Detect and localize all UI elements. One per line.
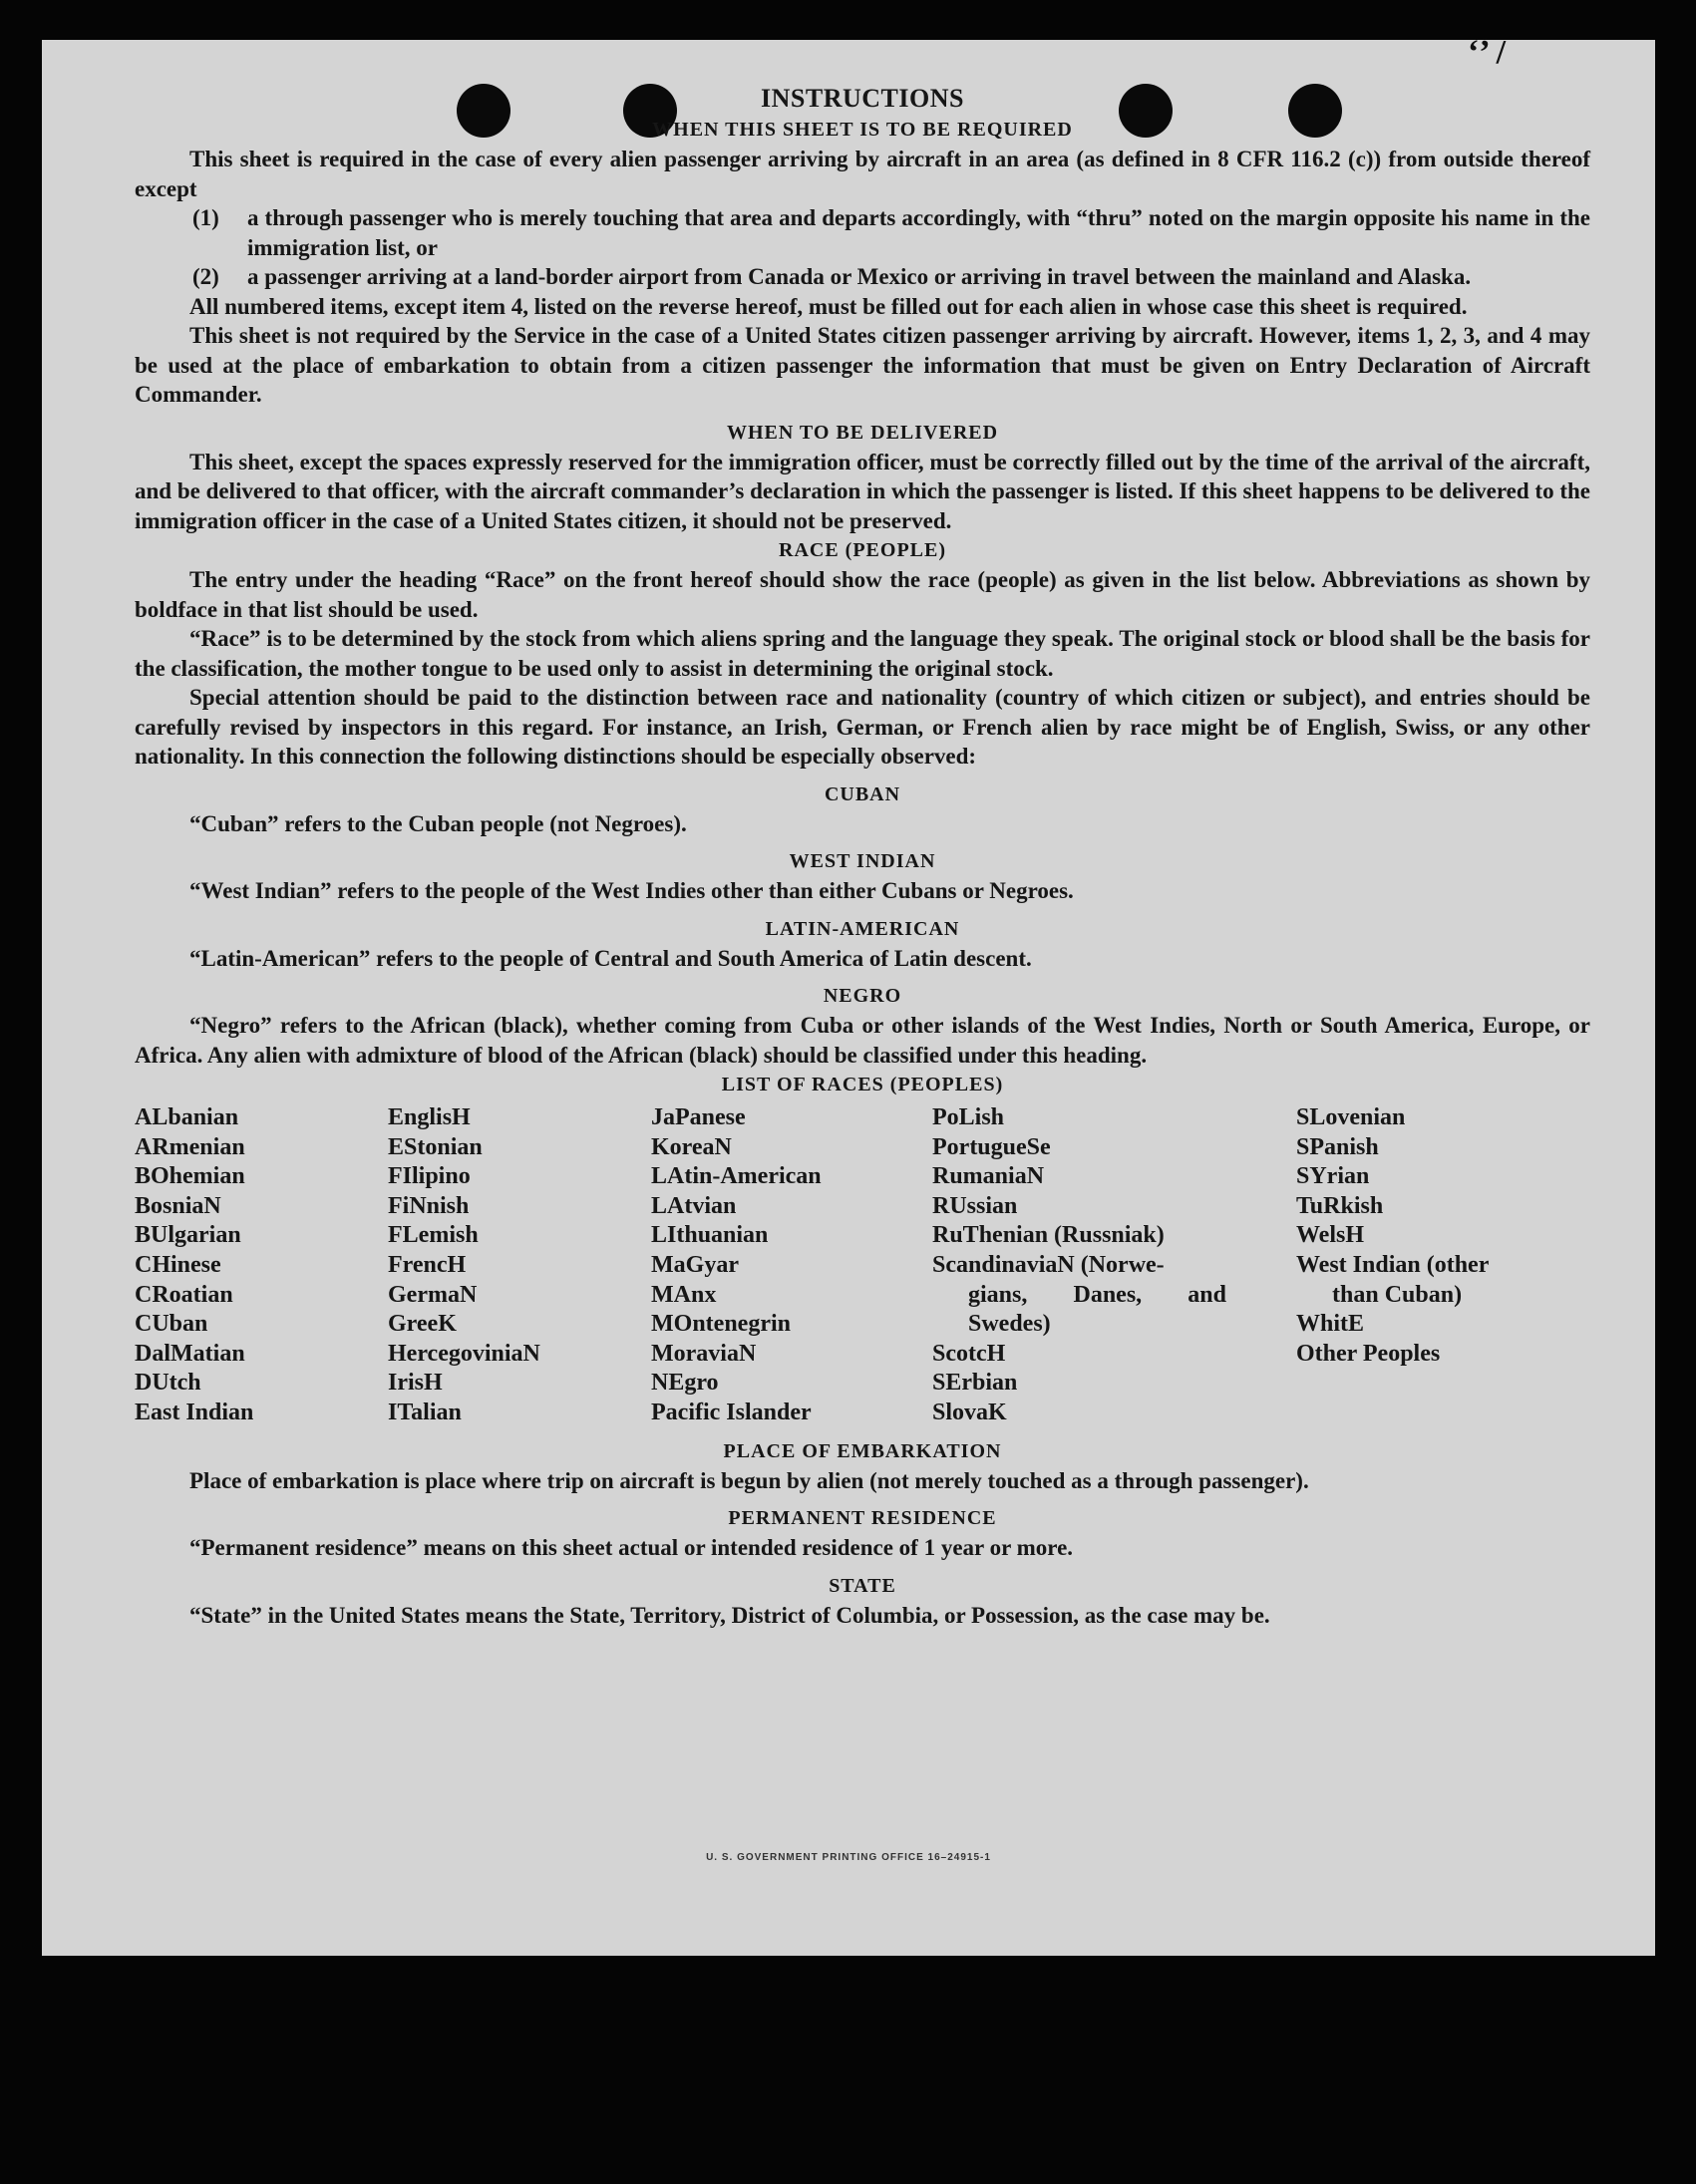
race-entry: IrisH [388,1370,443,1397]
embarkation-text: Place of embarkation is place where trip on aircraft is begun by alien (not merely touched as a through passenger). [189,1467,1309,1493]
race-entry: TuRkish [1296,1192,1384,1219]
race-entry: West Indian (other [1296,1251,1490,1278]
exception-number: (2) [192,264,219,289]
race-entry: MOntenegrin [651,1311,791,1338]
race-entry: SErbian [932,1370,1018,1397]
state-text: “State” in the United States means the State, Territory, District of Columbia, or Possession, as the case may be. [189,1602,1270,1628]
race-paragraph-1: The entry under the heading “Race” on the front hereof should show the race (people) as given in the list below. Abbreviations as shown by boldface in that list should be used. [135,567,1590,622]
race-entry: MAnx [651,1281,717,1308]
heading-latin-american: LATIN-AMERICAN [765,917,960,940]
race-entry: Other Peoples [1296,1340,1441,1367]
race-entry: BosniaN [135,1192,221,1219]
exception-text: a through passenger who is merely touching that area and departs accordingly, with “thru” noted on the margin opposite his name in the immigration list, or [247,205,1590,260]
races-column-2 [388,1103,651,1428]
race-entry: LAtin-American [651,1163,822,1190]
races-column-4 [932,1103,1226,1428]
race-entry: KoreaN [651,1133,732,1160]
negro-text: “Negro” refers to the African (black), whether coming from Cuba or other islands of the West Indies, North or South America, Europe, or Africa. Any alien with admixture of blood of the African (black) should be classified under this heading. [135,1013,1590,1068]
document-sheet [42,40,1655,1956]
required-paragraph-2: All numbered items, except item 4, listed on the reverse hereof, must be filled out for each alien in whose case this sheet is required. [189,293,1468,319]
race-entry: RuThenian (Russniak) [932,1222,1165,1249]
race-paragraph-3: Special attention should be paid to the distinction between race and nationality (country of which citizen or subject), and entries should be carefully revised by inspectors in this regard. For instance, an Irish, German, or French alien by race might be of English, Swiss, or any other nationality. In this connection the following distinctions should be especially observed: [135,685,1590,769]
instructions-body [135,83,1590,1630]
race-entry: SlovaK [932,1399,1007,1425]
race-entry-continuation: than Cuban) [1332,1281,1463,1308]
heading-west-indian: WEST INDIAN [789,850,936,872]
required-paragraph-3: This sheet is not required by the Service in the case of a United States citizen passenger arriving by aircraft. However, items 1, 2, 3, and 4 may be used at the place of embarkation to obtain from a citizen passenger the information that must be given on Entry Declaration of Aircraft Commander. [135,323,1590,407]
page-title: INSTRUCTIONS [761,84,964,113]
heading-residence: PERMANENT RESIDENCE [728,1507,997,1530]
race-entry: BOhemian [135,1163,245,1190]
races-column-1 [135,1103,388,1428]
race-entry: JaPanese [651,1104,746,1130]
heading-cuban: CUBAN [824,782,901,805]
race-entry: ARmenian [135,1133,245,1160]
race-entry: WhitE [1296,1311,1365,1338]
printer-imprint: U. S. GOVERNMENT PRINTING OFFICE 16–24915-1 [706,1852,991,1863]
heading-race: RACE (PEOPLE) [779,539,946,561]
races-column-5 [1296,1103,1550,1428]
race-entry-continuation: gians, Danes, and Swedes) [968,1281,1226,1338]
heading-delivered: WHEN TO BE DELIVERED [726,421,999,444]
delivered-text: This sheet, except the spaces expressly reserved for the immigration officer, must be correctly filled out by the time of the arrival of the aircraft, and be delivered to that officer, with the aircraft commander’s declaration in which the passenger is listed. If this sheet happens to be delivered to the immigration officer in the case of a United States citizen, it should not be preserved. [135,449,1590,533]
race-entry: MaGyar [651,1251,739,1278]
race-entry: DalMatian [135,1340,245,1367]
race-entry: FrencH [388,1251,467,1278]
race-entry: East Indian [135,1399,254,1425]
exception-item [192,203,1590,262]
race-entry: LAtvian [651,1192,737,1219]
cuban-text: “Cuban” refers to the Cuban people (not Negroes). [189,810,687,836]
heading-list-of-races: LIST OF RACES (PEOPLES) [721,1074,1004,1095]
race-entry: EnglisH [388,1104,471,1130]
race-entry: ScotcH [932,1340,1006,1367]
race-paragraph-2: “Race” is to be determined by the stock from which aliens spring and the language they speak. The original stock or blood shall be the basis for the classification, the mother tongue to be used only to assist in determining the original stock. [135,626,1590,681]
race-entry: PoLish [932,1104,1005,1130]
race-entry: NEgro [651,1370,719,1397]
race-entry: PortugueSe [932,1133,1051,1160]
race-entry: RumaniaN [932,1163,1045,1190]
race-entry: FIlipino [388,1163,471,1190]
race-entry: ScandinaviaN (Norwe- [932,1251,1165,1278]
required-intro: This sheet is required in the case of every alien passenger arriving by aircraft in an area (as defined in 8 CFR 116.2 (c)) from outside thereof except [135,147,1590,201]
race-entry: EStonian [388,1133,483,1160]
exception-item [192,262,1590,292]
race-entry: GreeK [388,1311,457,1338]
race-entry: WelsH [1296,1222,1365,1249]
race-entry: GermaN [388,1281,478,1308]
race-entry: CHinese [135,1251,221,1278]
race-entry: ITalian [388,1399,462,1425]
race-entry: CUban [135,1311,208,1338]
latin-american-text: “Latin-American” refers to the people of Central and South America of Latin descent. [189,945,1032,971]
race-entry: CRoatian [135,1281,233,1308]
races-column-3 [651,1103,932,1428]
heading-embarkation: PLACE OF EMBARKATION [723,1439,1002,1462]
race-entry: HercegoviniaN [388,1340,540,1367]
race-entry: SLovenian [1296,1104,1406,1130]
exception-number: (1) [192,205,219,230]
west-indian-text: “West Indian” refers to the people of the West Indies other than either Cubans or Negroes. [189,878,1074,903]
heading-negro: NEGRO [823,985,902,1007]
race-entry: MoraviaN [651,1340,757,1367]
race-entry: LIthuanian [651,1222,769,1249]
races-list [135,1103,1590,1428]
corner-mark: ‘’ / [1468,40,1507,71]
heading-state: STATE [829,1574,896,1597]
race-entry: FiNnish [388,1192,470,1219]
race-entry: ALbanian [135,1104,239,1130]
race-entry: DUtch [135,1370,201,1397]
exception-text: a passenger arriving at a land-border airport from Canada or Mexico or arriving in travel between the mainland and Alaska. [247,264,1472,289]
residence-text: “Permanent residence” means on this sheet actual or intended residence of 1 year or more. [189,1535,1074,1561]
race-entry: FLemish [388,1222,479,1249]
race-entry: SYrian [1296,1163,1370,1190]
race-entry: BUlgarian [135,1222,241,1249]
race-entry: SPanish [1296,1133,1379,1160]
heading-required: WHEN THIS SHEET IS TO BE REQUIRED [652,119,1073,141]
race-entry: Pacific Islander [651,1399,812,1425]
race-entry: RUssian [932,1192,1018,1219]
